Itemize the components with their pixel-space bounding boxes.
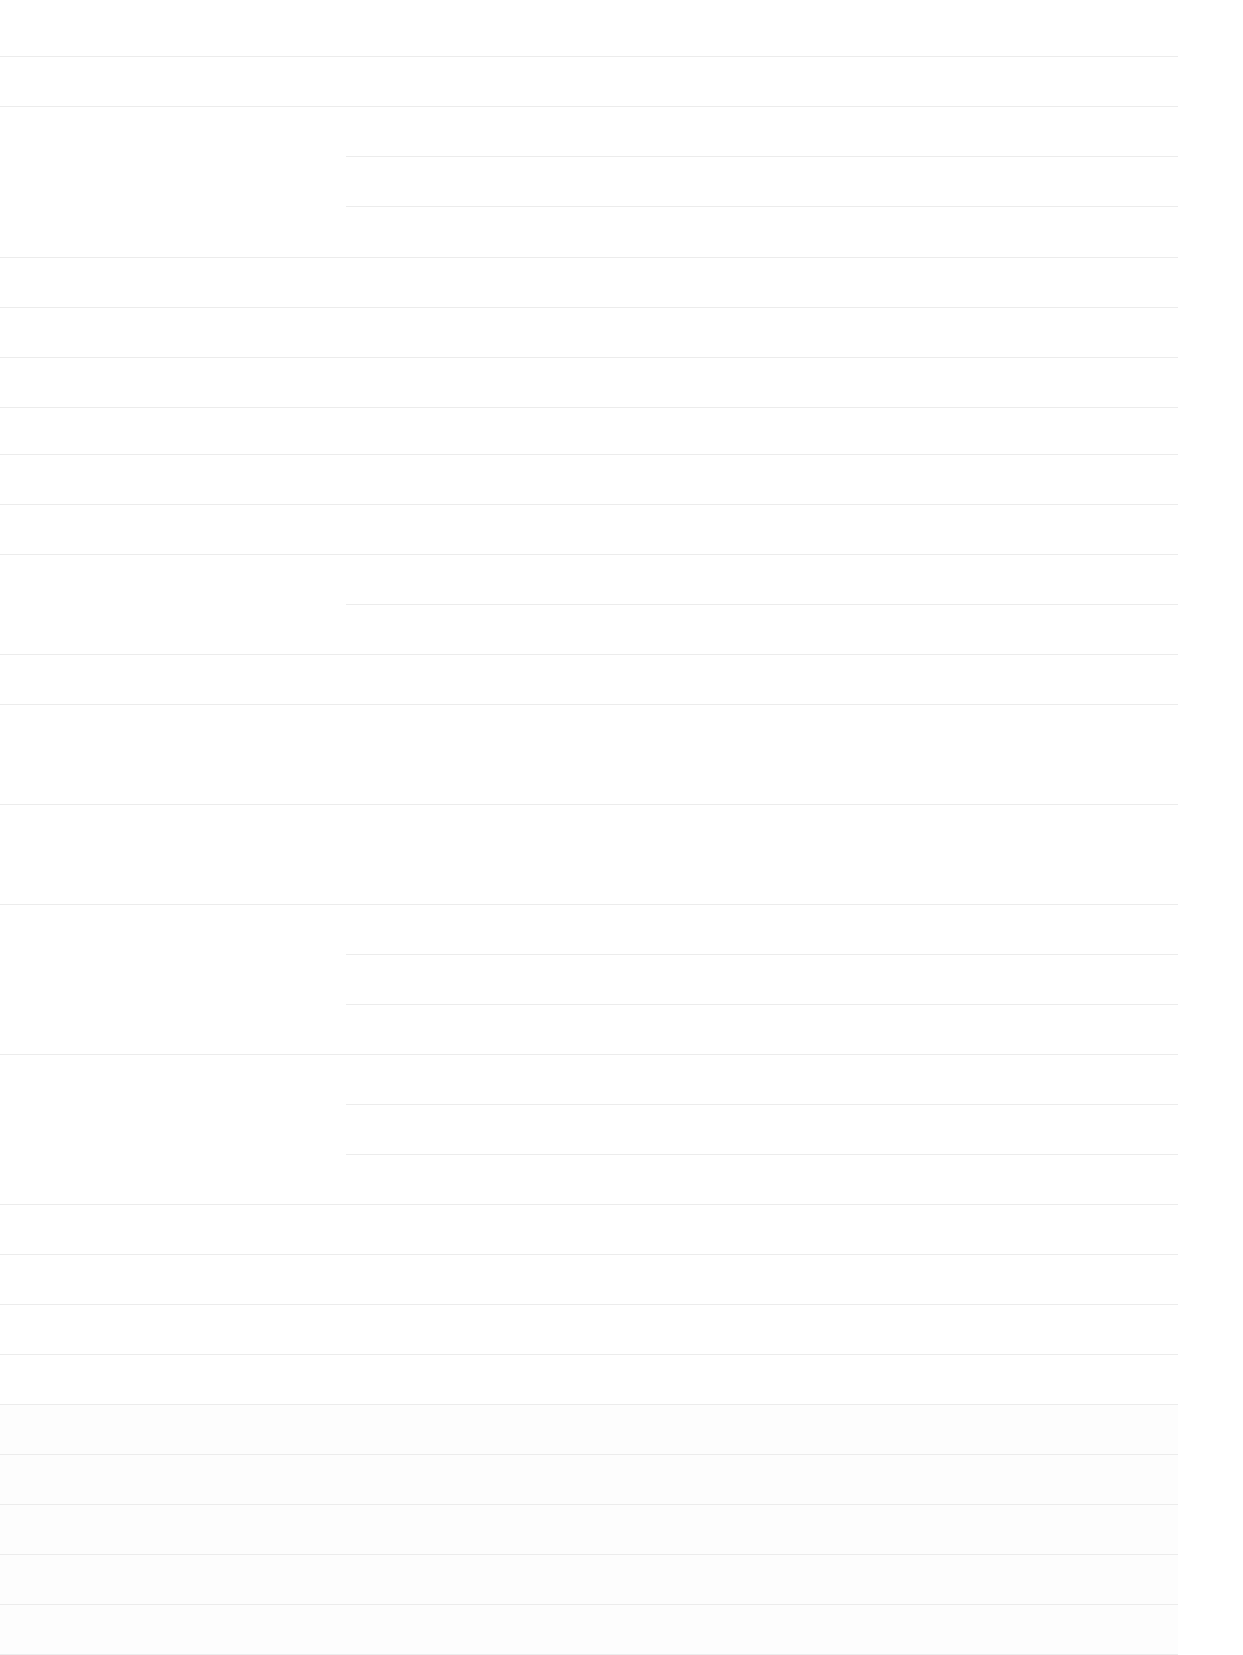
table-row [0, 1255, 1178, 1305]
table-row [0, 705, 1178, 805]
row-value [346, 1605, 1178, 1654]
sub-row-value [346, 1155, 1178, 1204]
row-value [346, 1505, 1178, 1554]
table-row [0, 805, 1178, 905]
sub-row-value [346, 107, 1178, 157]
row-label [0, 655, 346, 704]
sub-row-value [346, 1105, 1178, 1155]
table-row [0, 1055, 1178, 1205]
table-row [0, 1605, 1178, 1655]
table-row [0, 905, 1178, 1055]
row-label [0, 1355, 346, 1404]
table-row [0, 505, 1178, 555]
row-label [0, 1505, 346, 1554]
row-value [346, 705, 1178, 804]
row-label [0, 705, 346, 804]
row-value [346, 258, 1178, 307]
row-value [346, 1305, 1178, 1354]
table-row [0, 655, 1178, 705]
table-row [0, 1505, 1178, 1555]
row-value [346, 505, 1178, 554]
row-value [346, 308, 1178, 357]
row-label [0, 1255, 346, 1304]
row-value [346, 358, 1178, 407]
row-label [0, 1605, 346, 1654]
row-label [0, 1305, 346, 1354]
row-label [0, 805, 346, 904]
row-label [0, 505, 346, 554]
table-row [0, 1555, 1178, 1605]
table-row [0, 1455, 1178, 1505]
row-label [0, 0, 346, 56]
row-label [0, 1055, 346, 1204]
row-value [346, 455, 1178, 504]
row-value [346, 655, 1178, 704]
row-label [0, 455, 346, 504]
table-row [0, 1205, 1178, 1255]
table-row [0, 408, 1178, 455]
table-row [0, 258, 1178, 308]
row-label [0, 57, 346, 106]
row-value [346, 408, 1178, 454]
row-value [346, 1355, 1178, 1404]
row-label [0, 408, 346, 454]
row-value [346, 1455, 1178, 1504]
sub-row-value [346, 157, 1178, 207]
row-value [346, 1255, 1178, 1304]
sub-row-value [346, 555, 1178, 605]
row-label [0, 1205, 346, 1254]
row-value [346, 1555, 1178, 1604]
table-row [0, 1355, 1178, 1405]
row-value-group [346, 555, 1178, 654]
row-label [0, 1405, 346, 1454]
sub-row-value [346, 207, 1178, 256]
row-label [0, 308, 346, 357]
table-row [0, 308, 1178, 358]
row-label [0, 905, 346, 1054]
table-row [0, 1305, 1178, 1355]
row-label [0, 1555, 346, 1604]
row-value [346, 57, 1178, 106]
table-row [0, 555, 1178, 655]
sub-row-value [346, 605, 1178, 654]
sub-row-value [346, 1055, 1178, 1105]
row-value [346, 1405, 1178, 1454]
row-label [0, 1455, 346, 1504]
table-row [0, 358, 1178, 408]
row-label [0, 107, 346, 257]
table-row [0, 1405, 1178, 1455]
table-row [0, 107, 1178, 258]
row-value [346, 805, 1178, 904]
row-value-group [346, 1055, 1178, 1204]
table-row [0, 455, 1178, 505]
row-value [346, 0, 1178, 56]
row-value-group [346, 107, 1178, 257]
row-value-group [346, 905, 1178, 1054]
table-row [0, 57, 1178, 107]
sub-row-value [346, 905, 1178, 955]
row-label [0, 358, 346, 407]
sub-row-value [346, 1005, 1178, 1054]
row-value [346, 1205, 1178, 1254]
row-label [0, 258, 346, 307]
row-label [0, 555, 346, 654]
sub-row-value [346, 955, 1178, 1005]
table-row [0, 0, 1178, 57]
